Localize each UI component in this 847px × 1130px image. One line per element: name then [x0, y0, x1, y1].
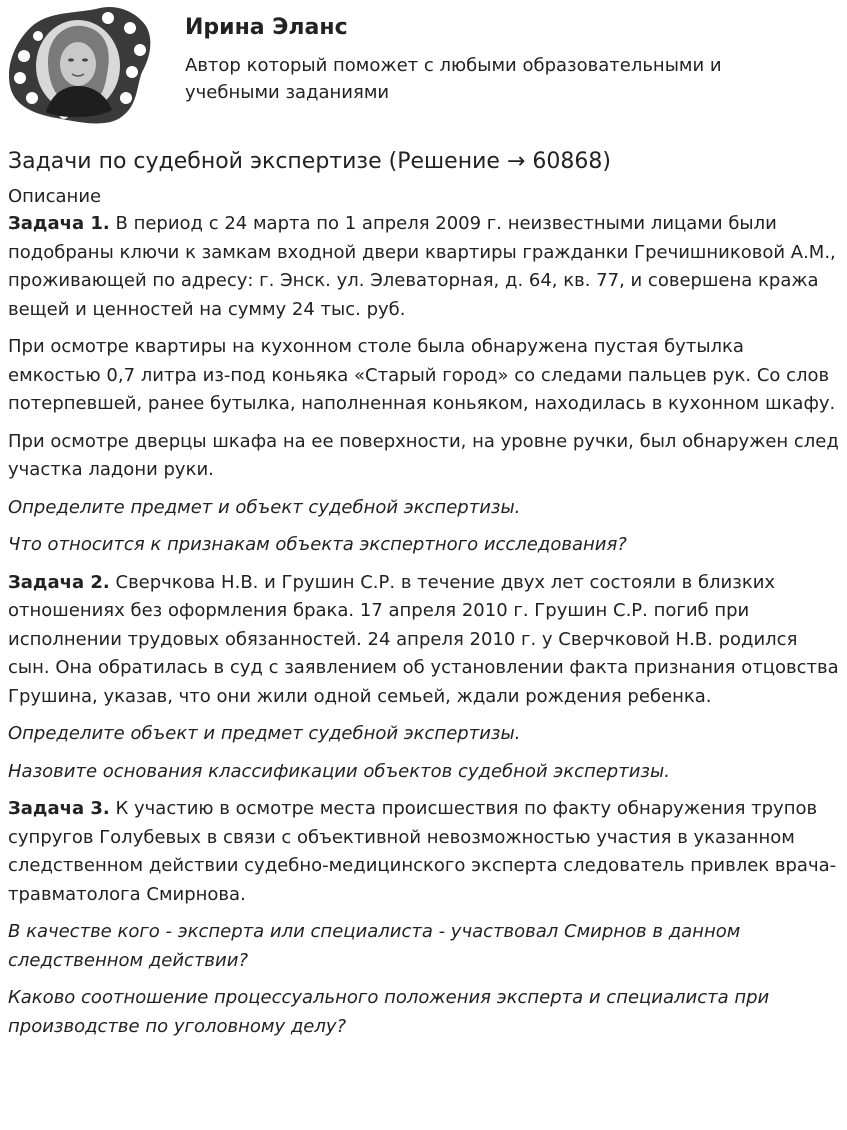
task-1-paragraph-3: При осмотре дверцы шкафа на ее поверхности, на уровне ручки, был обнаружен след участка ладони руки.	[8, 430, 839, 480]
task-1-label: Задача 1.	[8, 213, 110, 234]
task-3-question-1: В качестве кого - эксперта или специалиста - участвовал Смирнов в данном следственном действии?	[8, 921, 741, 971]
task-3-question-2: Каково соотношение процессуального положения эксперта и специалиста при производстве по уголовному делу?	[8, 987, 770, 1037]
task-2-paragraph	[8, 569, 839, 712]
author-description: Автор который поможет с любыми образовательными и учебными заданиями	[185, 55, 722, 103]
author-name[interactable]: Ирина Эланс	[185, 15, 348, 40]
author-header	[8, 6, 839, 126]
task-2-label: Задача 2.	[8, 571, 110, 593]
task-3-paragraph	[8, 795, 839, 909]
document-content	[8, 146, 839, 1050]
task-1-text: В период с 24 марта по 1 апреля 2009 г. неизвестными лицами были подобраны ключи к замкам входной двери квартиры гражданки Гречишниковой А.М., проживающей по адресу: г. Энск. ул. Элеваторная, д. 64, кв. 77, и совершена кража вещей и ценностей на сумму 24 тыс. руб.	[8, 213, 836, 320]
task-3-label: Задача 3.	[8, 798, 110, 819]
task-3-text: К участию в осмотре места происшествия по факту обнаружения трупов супругов Голубевых в связи с объективной невозможностью участия в указанном следственном действии судебно-медицинского эксперта следователь привлек врача-травматолога Смирнова.	[8, 798, 837, 905]
task-2-question-1: Определите объект и предмет судебной экспертизы.	[8, 723, 521, 744]
page-title: Задачи по судебной экспертизе (Решение → 60868)	[8, 149, 611, 174]
task-1-paragraph	[8, 210, 839, 324]
task-2-text: Сверчкова Н.В. и Грушин С.Р. в течение двух лет состояли в близких отношениях без оформления брака. 17 апреля 2010 г. Грушин С.Р. погиб при исполнении трудовых обязанностей. 24 апреля 2010 г. у Сверчковой Н.В. родился сын. Она обратилась в суд с заявлением об установлении факта признания отцовства Грушина, указав, что они жили одной семьей, ждали рождения ребенка.	[8, 571, 839, 707]
task-1-question-1: Определите предмет и объект судебной экспертизы.	[8, 496, 521, 518]
author-avatar[interactable]	[8, 6, 152, 126]
task-1-paragraph-2: При осмотре квартиры на кухонном столе была обнаружена пустая бутылка емкостью 0,7 литра из-под коньяка «Старый город» со следами пальцев рук. Со слов потерпевшей, ранее бутылка, наполненная коньяком, находилась в кухонном шкафу.	[8, 336, 836, 414]
task-1-question-2: Что относится к признакам объекта экспертного исследования?	[8, 534, 627, 555]
description-label: Описание	[8, 186, 102, 207]
task-2-question-2: Назовите основания классификации объектов судебной экспертизы.	[8, 760, 670, 782]
